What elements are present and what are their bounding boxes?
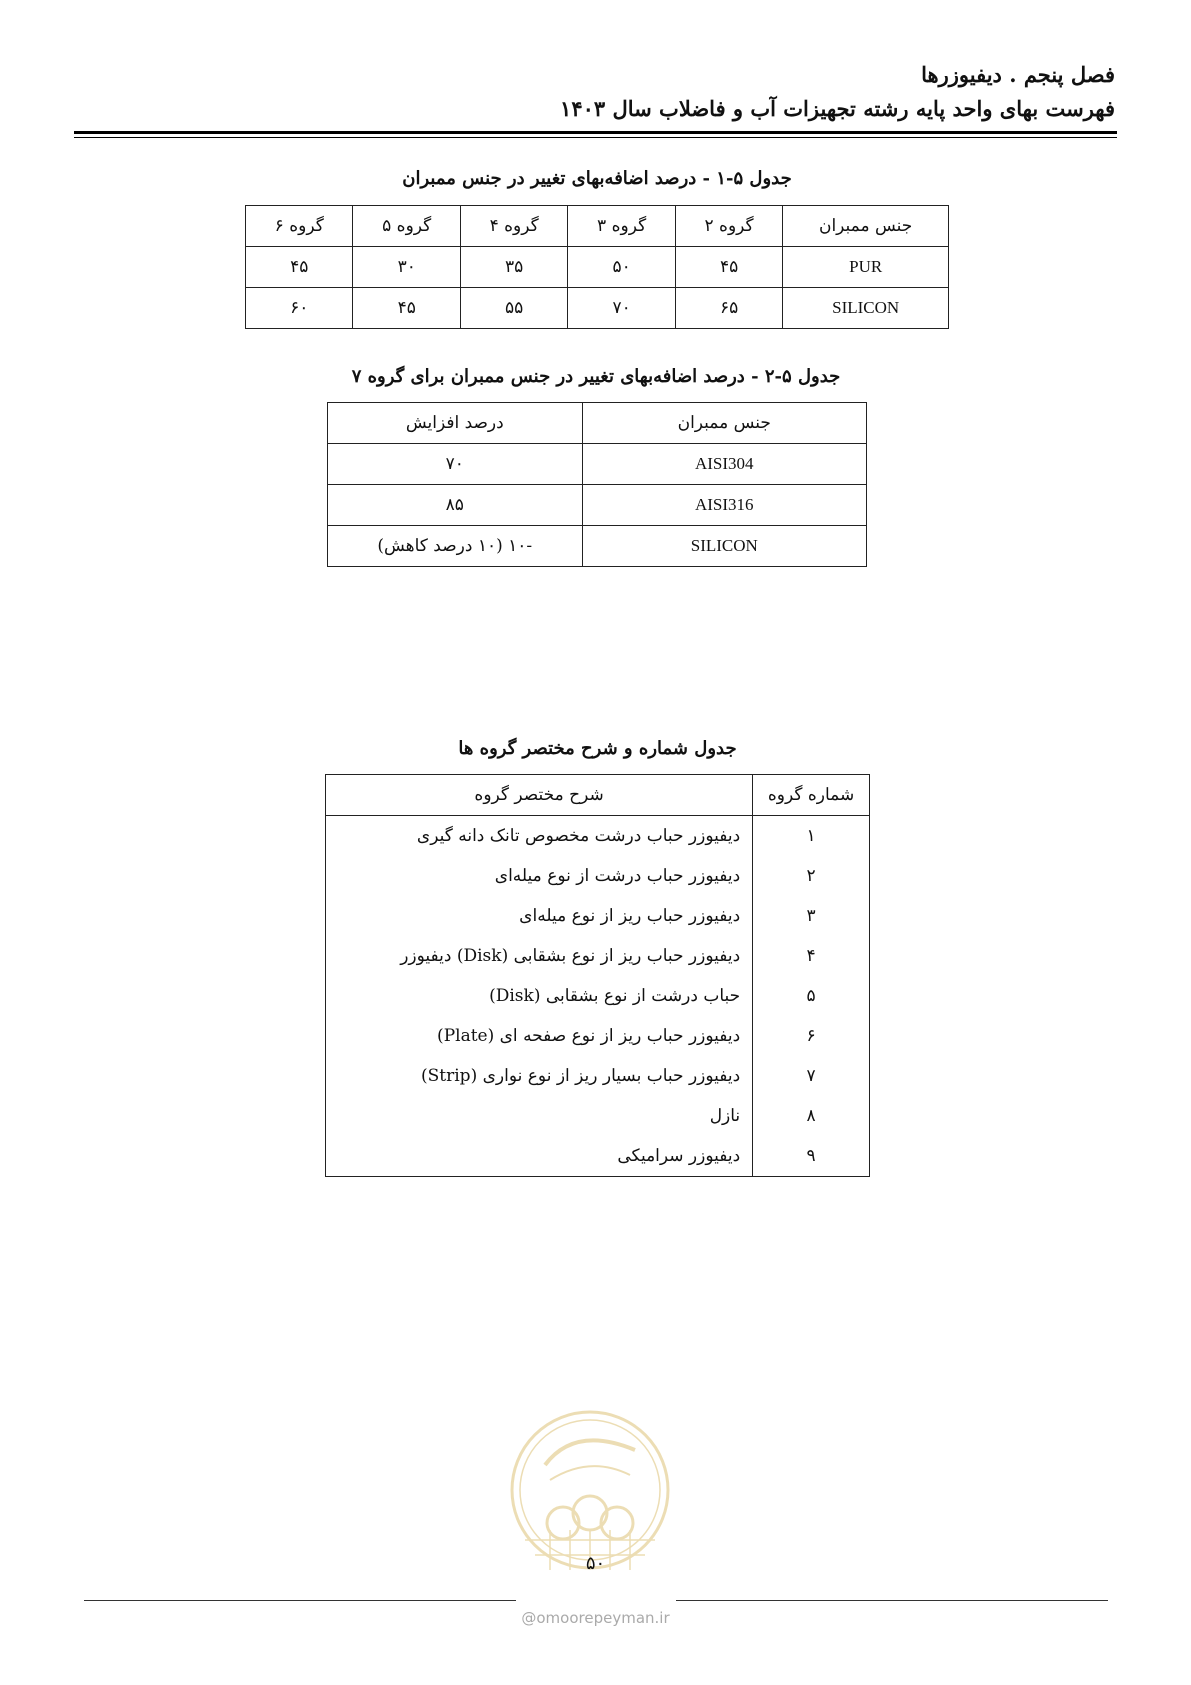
material-cell: AISI304 (582, 444, 866, 485)
header-cell: گروه ۲ (675, 206, 782, 247)
value-cell: ۷۰ (568, 288, 675, 329)
price-list-title: فهرست بهای واحد پایه رشته تجهیزات آب و فاضلاب سال ۱۴۰۳ (560, 96, 1115, 121)
group-description-cell: دیفیوزر حباب ریز از نوع صفحه ای (Plate) (326, 1016, 753, 1056)
page-header (560, 58, 1115, 126)
table-row (326, 1016, 870, 1056)
group-number-cell: ۵ (753, 976, 870, 1016)
header-rule-thin (74, 137, 1117, 138)
table-row (326, 1096, 870, 1136)
material-cell: SILICON (783, 288, 949, 329)
material-cell: AISI316 (582, 485, 866, 526)
header-cell: شماره گروه (753, 775, 870, 816)
watermark-seal-icon (505, 1405, 675, 1575)
value-cell: ۶۵ (675, 288, 782, 329)
table-row (326, 976, 870, 1016)
table3-caption: جدول شماره و شرح مختصر گروه ها (458, 738, 737, 759)
group-number-cell: ۲ (753, 856, 870, 896)
group-number-cell: ۸ (753, 1096, 870, 1136)
header-rule-thick (74, 131, 1117, 134)
table-row (326, 1056, 870, 1096)
value-cell: ۴۵ (675, 247, 782, 288)
website-watermark: @omoorepeyman.ir (521, 1609, 670, 1627)
table-row (328, 444, 867, 485)
group-description-cell: دیفیوزر سرامیکی (326, 1136, 753, 1177)
header-cell: گروه ۵ (353, 206, 460, 247)
value-cell: ۷۰ (328, 444, 583, 485)
group-description-cell: دیفیوزر حباب ریز از نوع میله‌ای (326, 896, 753, 936)
group-description-table (325, 774, 870, 1177)
group-description-cell: دیفیوزر حباب درشت از نوع میله‌ای (326, 856, 753, 896)
value-cell: -۱۰ (۱۰ درصد کاهش) (328, 526, 583, 567)
page-number: ۵۰ (585, 1553, 606, 1574)
table-row (246, 288, 949, 329)
group-description-cell: دیفیوزر حباب ریز از نوع بشقابی (Disk) دیفیوزر (326, 936, 753, 976)
value-cell: ۶۰ (246, 288, 353, 329)
table-row (326, 936, 870, 976)
group-number-cell: ۶ (753, 1016, 870, 1056)
group-number-cell: ۳ (753, 896, 870, 936)
group-description-cell: نازل (326, 1096, 753, 1136)
header-cell: شرح مختصر گروه (326, 775, 753, 816)
group-description-cell: دیفیوزر حباب بسیار ریز از نوع نواری (Strip) (326, 1056, 753, 1096)
table-row (246, 247, 949, 288)
chapter-title: فصل پنجم . دیفیوزرها (921, 62, 1115, 87)
group-number-cell: ۷ (753, 1056, 870, 1096)
table1-caption: جدول ۵-۱ - درصد اضافه‌بهای تغییر در جنس ممبران (402, 168, 792, 189)
footer-rule-right (676, 1600, 1108, 1601)
header-cell: گروه ۳ (568, 206, 675, 247)
header-cell: جنس ممبران (783, 206, 949, 247)
table-row (326, 896, 870, 936)
membrane-surcharge-table (245, 205, 949, 329)
table-row (326, 856, 870, 896)
table-header-row (326, 775, 870, 816)
footer-rule-left (84, 1600, 516, 1601)
header-cell: درصد افزایش (328, 403, 583, 444)
group-number-cell: ۹ (753, 1136, 870, 1177)
table-row (328, 526, 867, 567)
group-description-cell: دیفیوزر حباب درشت مخصوص تانک دانه گیری (326, 816, 753, 857)
value-cell: ۵۰ (568, 247, 675, 288)
material-cell: PUR (783, 247, 949, 288)
table-header-row (246, 206, 949, 247)
header-cell: جنس ممبران (582, 403, 866, 444)
group-number-cell: ۴ (753, 936, 870, 976)
table-row (326, 816, 870, 857)
group-description-cell: حباب درشت از نوع بشقابی (Disk) (326, 976, 753, 1016)
header-cell: گروه ۴ (460, 206, 567, 247)
value-cell: ۴۵ (246, 247, 353, 288)
value-cell: ۳۵ (460, 247, 567, 288)
group-number-cell: ۱ (753, 816, 870, 857)
value-cell: ۴۵ (353, 288, 460, 329)
value-cell: ۸۵ (328, 485, 583, 526)
value-cell: ۵۵ (460, 288, 567, 329)
value-cell: ۳۰ (353, 247, 460, 288)
table-header-row (328, 403, 867, 444)
group7-membrane-table (327, 402, 867, 567)
table2-caption: جدول ۵-۲ - درصد اضافه‌بهای تغییر در جنس ممبران برای گروه ۷ (351, 366, 841, 387)
header-cell: گروه ۶ (246, 206, 353, 247)
table-row (326, 1136, 870, 1177)
table-row (328, 485, 867, 526)
material-cell: SILICON (582, 526, 866, 567)
